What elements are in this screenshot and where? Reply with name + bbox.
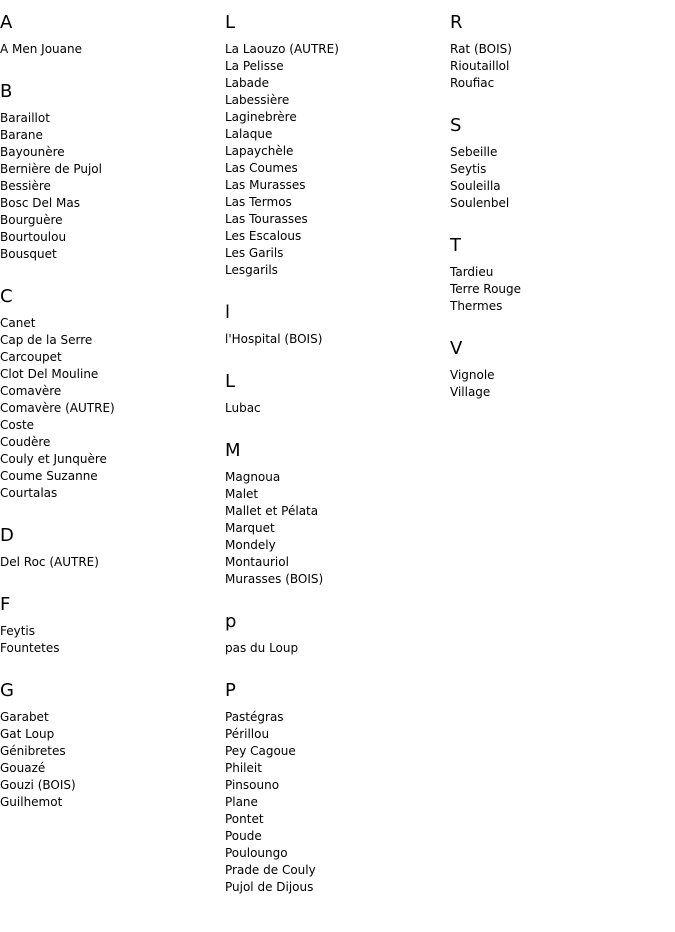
- section-letter-heading: M: [225, 440, 241, 461]
- section-letter-heading: R: [450, 12, 463, 33]
- place-entry: Pastégras: [225, 710, 284, 724]
- section-spacer: [225, 348, 445, 371]
- place-entry: Cap de la Serre: [0, 333, 93, 347]
- place-entry: Magnoua: [225, 470, 281, 484]
- place-entry: Les Garils: [225, 246, 284, 260]
- entry-list: [0, 554, 220, 571]
- section-spacer: [450, 92, 670, 115]
- place-entry: Lapaychèle: [225, 144, 294, 158]
- entry-list: [0, 315, 220, 502]
- place-entry: Pey Cagoue: [225, 744, 296, 758]
- entry-list: [225, 469, 445, 588]
- letter-section: [225, 371, 445, 417]
- place-entry: Canet: [0, 316, 36, 330]
- place-entry: Barane: [0, 128, 43, 142]
- section-letter-heading: A: [0, 12, 13, 33]
- section-spacer: [225, 417, 445, 440]
- letter-section: [225, 302, 445, 348]
- letter-section: [450, 338, 670, 401]
- place-entry: Las Murasses: [225, 178, 306, 192]
- entry-list: [450, 144, 670, 212]
- section-spacer: [450, 315, 670, 338]
- place-entry: Soulenbel: [450, 196, 510, 210]
- section-letter-heading: p: [225, 611, 237, 632]
- place-entry: Comavère (AUTRE): [0, 401, 115, 415]
- entry-list: [450, 367, 670, 401]
- place-entry: Baraillot: [0, 111, 50, 125]
- place-entry: Murasses (BOIS): [225, 572, 324, 586]
- place-entry: Laginebrère: [225, 110, 297, 124]
- place-entry: Coste: [0, 418, 35, 432]
- index-column-3: [450, 12, 670, 401]
- entry-list: [0, 709, 220, 811]
- section-letter-heading: G: [0, 680, 14, 701]
- place-entry: Labessière: [225, 93, 290, 107]
- place-entry: Prade de Couly: [225, 863, 316, 877]
- place-entry: Carcoupet: [0, 350, 62, 364]
- place-entry: Sebeille: [450, 145, 498, 159]
- letter-section: [450, 12, 670, 92]
- place-entry: Mallet et Pélata: [225, 504, 319, 518]
- place-entry: Couly et Junquère: [0, 452, 107, 466]
- place-entry: Garabet: [0, 710, 49, 724]
- place-entry: Bessière: [0, 179, 51, 193]
- entry-list: [225, 331, 445, 348]
- place-entry: Pujol de Dijous: [225, 880, 314, 894]
- letter-section: [0, 286, 220, 502]
- entry-list: [0, 41, 220, 58]
- place-entry: La Laouzo (AUTRE): [225, 42, 339, 56]
- section-letter-heading: T: [450, 235, 461, 256]
- place-entry: Roufiac: [450, 76, 495, 90]
- place-entry: Tardieu: [450, 265, 494, 279]
- index-column-1: [0, 12, 220, 811]
- section-letter-heading: D: [0, 525, 14, 546]
- section-spacer: [0, 58, 220, 81]
- place-entry: Les Escalous: [225, 229, 302, 243]
- place-entry: La Pelisse: [225, 59, 284, 73]
- place-entry: Gouzi (BOIS): [0, 778, 76, 792]
- entry-list: [0, 623, 220, 657]
- place-entry: Del Roc (AUTRE): [0, 555, 99, 569]
- section-spacer: [225, 279, 445, 302]
- place-entry: Bourguère: [0, 213, 63, 227]
- place-entry: Bernière de Pujol: [0, 162, 102, 176]
- letter-section: [225, 680, 445, 896]
- place-entry: Coume Suzanne: [0, 469, 98, 483]
- place-entry: Souleilla: [450, 179, 501, 193]
- place-entry: Las Termos: [225, 195, 292, 209]
- section-letter-heading: P: [225, 680, 236, 701]
- place-entry: Lalaque: [225, 127, 273, 141]
- place-entry: Rioutaillol: [450, 59, 510, 73]
- letter-section: [0, 680, 220, 811]
- letter-section: [450, 115, 670, 212]
- letter-section: [0, 594, 220, 657]
- place-entry: Village: [450, 385, 491, 399]
- place-entry: Seytis: [450, 162, 487, 176]
- entry-list: [225, 640, 445, 657]
- place-entry: Lubac: [225, 401, 261, 415]
- section-spacer: [225, 588, 445, 611]
- place-entry: A Men Jouane: [0, 42, 83, 56]
- section-spacer: [0, 571, 220, 594]
- letter-section: [0, 525, 220, 571]
- section-letter-heading: F: [0, 594, 11, 615]
- place-entry: pas du Loup: [225, 641, 299, 655]
- letter-section: [225, 12, 445, 279]
- section-spacer: [225, 657, 445, 680]
- place-entry: Fountetes: [0, 641, 60, 655]
- place-entry: Clot Del Mouline: [0, 367, 99, 381]
- entry-list: [450, 41, 670, 92]
- place-entry: Poude: [225, 829, 262, 843]
- place-entry: Lesgarils: [225, 263, 278, 277]
- place-entry: Montauriol: [225, 555, 289, 569]
- index-column-2: [225, 12, 445, 896]
- place-entry: Las Coumes: [225, 161, 298, 175]
- place-entry: Comavère: [0, 384, 62, 398]
- section-letter-heading: B: [0, 81, 13, 102]
- section-letter-heading: S: [450, 115, 462, 136]
- section-letter-heading: L: [225, 371, 236, 392]
- place-entry: Rat (BOIS): [450, 42, 512, 56]
- place-entry: Génibretes: [0, 744, 66, 758]
- place-entry: Las Tourasses: [225, 212, 308, 226]
- place-entry: Marquet: [225, 521, 275, 535]
- section-spacer: [0, 263, 220, 286]
- letter-section: [225, 440, 445, 588]
- entry-list: [225, 41, 445, 279]
- section-spacer: [450, 212, 670, 235]
- place-entry: Plane: [225, 795, 258, 809]
- section-spacer: [0, 502, 220, 525]
- section-letter-heading: V: [450, 338, 463, 359]
- place-entry: Périllou: [225, 727, 270, 741]
- place-entry: Bousquet: [0, 247, 57, 261]
- entry-list: [225, 709, 445, 896]
- letter-section: [225, 611, 445, 657]
- place-entry: Bourtoulou: [0, 230, 67, 244]
- place-entry: Phileit: [225, 761, 262, 775]
- place-entry: Pontet: [225, 812, 264, 826]
- place-entry: Guilhemot: [0, 795, 63, 809]
- place-entry: Pouloungo: [225, 846, 288, 860]
- section-spacer: [0, 657, 220, 680]
- section-letter-heading: l: [225, 302, 231, 323]
- section-letter-heading: L: [225, 12, 236, 33]
- entry-list: [450, 264, 670, 315]
- place-entry: Terre Rouge: [450, 282, 522, 296]
- place-entry: Coudère: [0, 435, 51, 449]
- place-entry: Courtalas: [0, 486, 58, 500]
- place-entry: Feytis: [0, 624, 36, 638]
- place-entry: l'Hospital (BOIS): [225, 332, 323, 346]
- section-letter-heading: C: [0, 286, 13, 307]
- place-entry: Bayounère: [0, 145, 65, 159]
- place-entry: Gat Loup: [0, 727, 55, 741]
- place-entry: Thermes: [450, 299, 503, 313]
- place-entry: Bosc Del Mas: [0, 196, 80, 210]
- place-entry: Labade: [225, 76, 270, 90]
- letter-section: [450, 235, 670, 315]
- place-entry: Mondely: [225, 538, 276, 552]
- entry-list: [225, 400, 445, 417]
- place-entry: Vignole: [450, 368, 495, 382]
- place-entry: Malet: [225, 487, 259, 501]
- place-entry: Gouazé: [0, 761, 46, 775]
- place-entry: Pinsouno: [225, 778, 280, 792]
- letter-section: [0, 12, 220, 58]
- entry-list: [0, 110, 220, 263]
- letter-section: [0, 81, 220, 263]
